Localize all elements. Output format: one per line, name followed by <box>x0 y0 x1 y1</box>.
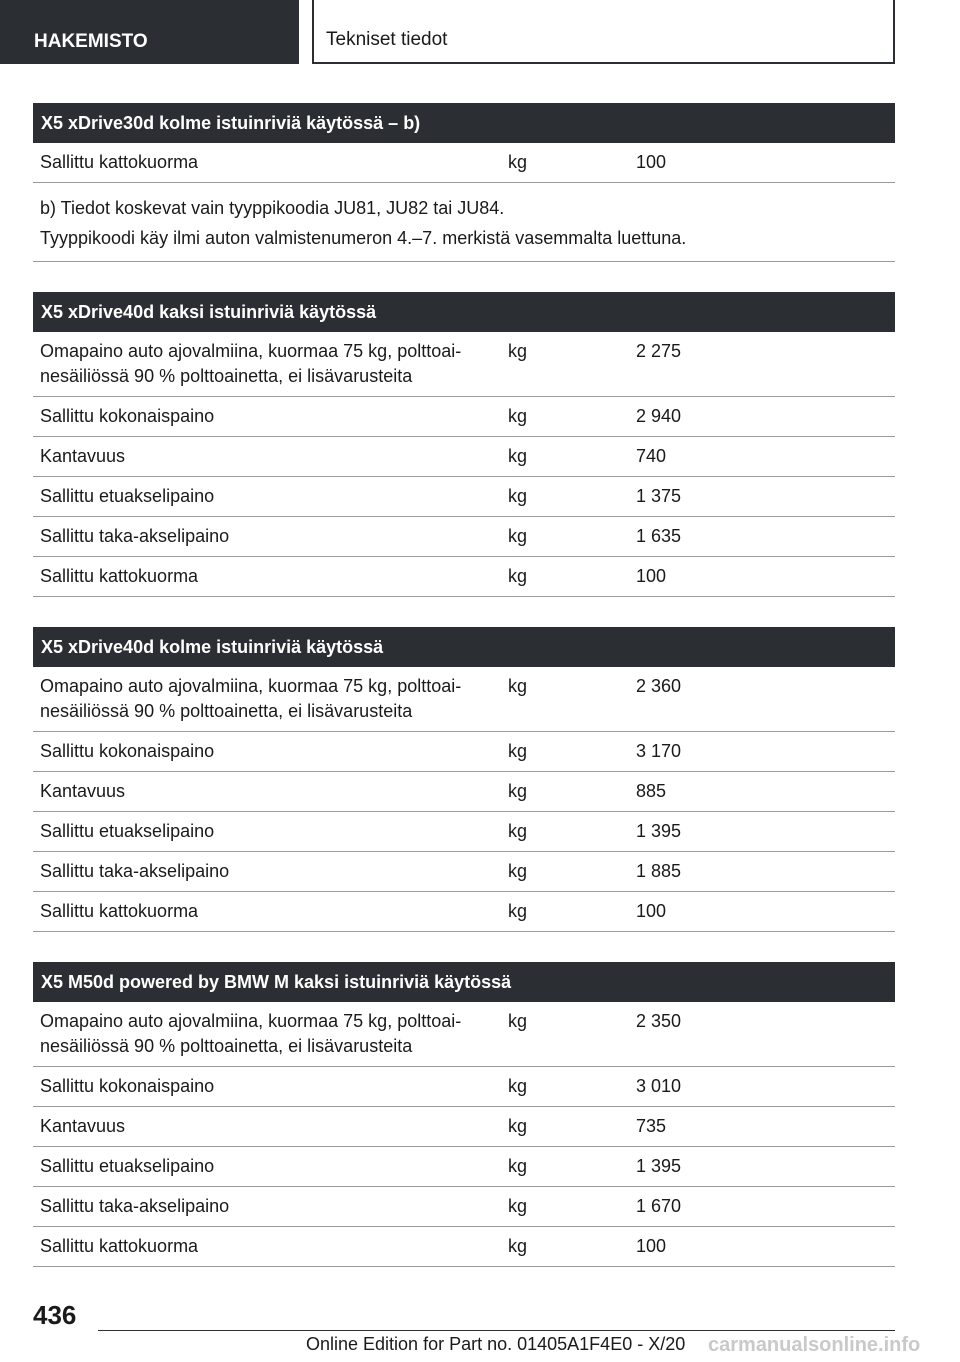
table-row <box>33 732 895 772</box>
row-label: Sallittu taka-akselipaino <box>40 1196 230 1216</box>
row-label: Sallittu kokonaispaino <box>40 1076 215 1096</box>
row-unit: kg <box>508 781 528 801</box>
row-unit: kg <box>508 526 528 546</box>
spec-tables <box>33 103 895 1297</box>
footer-divider <box>98 1330 895 1331</box>
row-value: 1 375 <box>636 486 682 506</box>
spec-section <box>33 103 895 262</box>
spec-section <box>33 627 895 932</box>
row-unit: kg <box>508 821 528 841</box>
row-value: 3 010 <box>636 1076 682 1096</box>
row-label: Kantavuus <box>40 1116 126 1136</box>
watermark: carmanualsonline.info <box>708 1334 921 1356</box>
row-value: 100 <box>636 1236 667 1256</box>
table-row <box>33 437 895 477</box>
row-value: 100 <box>636 566 667 586</box>
row-label: Sallittu taka-akselipaino <box>40 526 230 546</box>
row-unit: kg <box>508 152 528 172</box>
row-label: Kantavuus <box>40 781 126 801</box>
row-label: Sallittu kattokuorma <box>40 152 199 172</box>
page-number: 436 <box>33 1300 77 1330</box>
row-value: 3 170 <box>636 741 682 761</box>
row-label: Sallittu kattokuorma <box>40 901 199 921</box>
table-row <box>33 1187 895 1227</box>
row-label: Sallittu kattokuorma <box>40 566 199 586</box>
section-title: X5 xDrive40d kolme istuinriviä käytössä <box>33 627 895 667</box>
section-footnote <box>33 183 895 262</box>
row-label: Omapaino auto ajovalmiina, kuormaa 75 kg, polttoainesäiliössä 90 % polttoainetta, ei lisävarusteita <box>40 341 462 386</box>
spec-section <box>33 292 895 597</box>
row-label: Sallittu taka-akselipaino <box>40 861 230 881</box>
footnote-line: b) Tiedot koskevat vain tyyppikoodia JU81, JU82 tai JU84. <box>40 198 505 218</box>
row-value: 1 885 <box>636 861 682 881</box>
row-value: 1 635 <box>636 526 682 546</box>
row-value: 100 <box>636 152 667 172</box>
row-value: 2 350 <box>636 1011 682 1031</box>
row-value: 885 <box>636 781 667 801</box>
table-row <box>33 892 895 932</box>
row-unit: kg <box>508 406 528 426</box>
row-label: Sallittu etuakselipaino <box>40 486 215 506</box>
row-unit: kg <box>508 1116 528 1136</box>
header-chapter-title: Tekniset tiedot <box>312 0 895 64</box>
row-value: 100 <box>636 901 667 921</box>
table-row <box>33 397 895 437</box>
row-unit: kg <box>508 446 528 466</box>
row-label: Omapaino auto ajovalmiina, kuormaa 75 kg, polttoainesäiliössä 90 % polttoainetta, ei lisävarusteita <box>40 676 462 721</box>
section-title: X5 M50d powered by BMW M kaksi istuinriviä käytössä <box>33 962 895 1002</box>
footer-edition-text: Online Edition for Part no. 01405A1F4E0 - X/20 <box>306 1334 686 1354</box>
row-label: Sallittu kattokuorma <box>40 1236 199 1256</box>
table-row <box>33 852 895 892</box>
table-row <box>33 143 895 183</box>
table-row <box>33 1107 895 1147</box>
footnote-line: Tyyppikoodi käy ilmi auton valmistenumeron 4.–7. merkistä vasemmalta luettuna. <box>40 228 687 248</box>
row-label: Omapaino auto ajovalmiina, kuormaa 75 kg, polttoainesäiliössä 90 % polttoainetta, ei lisävarusteita <box>40 1011 462 1056</box>
table-row <box>33 1147 895 1187</box>
row-unit: kg <box>508 741 528 761</box>
row-unit: kg <box>508 566 528 586</box>
row-unit: kg <box>508 486 528 506</box>
row-unit: kg <box>508 341 528 361</box>
row-value: 1 670 <box>636 1196 682 1216</box>
table-row <box>33 667 895 732</box>
row-unit: kg <box>508 901 528 921</box>
row-label: Kantavuus <box>40 446 126 466</box>
row-value: 1 395 <box>636 1156 682 1176</box>
row-value: 1 395 <box>636 821 682 841</box>
section-title: X5 xDrive40d kaksi istuinriviä käytössä <box>33 292 895 332</box>
table-row <box>33 517 895 557</box>
row-unit: kg <box>508 676 528 696</box>
table-row <box>33 1227 895 1267</box>
header-section-tab: HAKEMISTO <box>0 0 299 64</box>
row-label: Sallittu etuakselipaino <box>40 821 215 841</box>
row-unit: kg <box>508 1156 528 1176</box>
row-label: Sallittu etuakselipaino <box>40 1156 215 1176</box>
table-row <box>33 332 895 397</box>
row-label: Sallittu kokonaispaino <box>40 406 215 426</box>
table-row <box>33 557 895 597</box>
section-title: X5 xDrive30d kolme istuinriviä käytössä – b) <box>33 103 895 143</box>
row-value: 2 940 <box>636 406 682 426</box>
row-value: 2 360 <box>636 676 682 696</box>
row-unit: kg <box>508 861 528 881</box>
row-unit: kg <box>508 1011 528 1031</box>
row-value: 740 <box>636 446 667 466</box>
row-unit: kg <box>508 1076 528 1096</box>
table-row <box>33 1002 895 1067</box>
row-unit: kg <box>508 1196 528 1216</box>
table-row <box>33 772 895 812</box>
table-row <box>33 812 895 852</box>
row-value: 2 275 <box>636 341 682 361</box>
table-row <box>33 1067 895 1107</box>
row-value: 735 <box>636 1116 667 1136</box>
row-unit: kg <box>508 1236 528 1256</box>
table-row <box>33 477 895 517</box>
row-label: Sallittu kokonaispaino <box>40 741 215 761</box>
spec-section <box>33 962 895 1267</box>
